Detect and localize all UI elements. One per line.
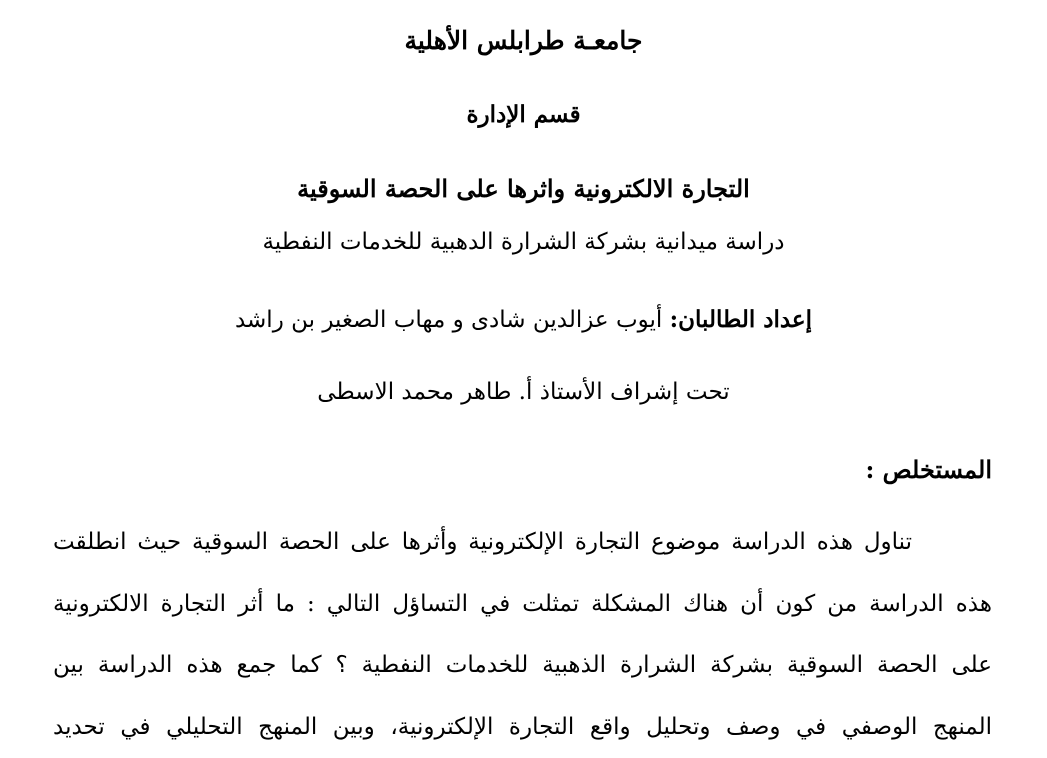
abstract-body (53, 512, 992, 758)
department-name: قسم الإدارة (0, 101, 1047, 129)
supervisor-line: تحت إشراف الأستاذ أ. طاهر محمد الاسطى (0, 379, 1047, 407)
university-name: جامعـة طرابلس الأهلية (0, 26, 1047, 56)
authors-label: إعداد الطالبان: (670, 306, 812, 333)
abstract-line: المنهج الوصفي في وصف وتحليل واقع التجارة الإلكترونية، وبين المنهج التحليلي في تحديد (53, 697, 992, 758)
thesis-subtitle: دراسة ميدانية بشركة الشرارة الدهبية للخدمات النفطية (0, 229, 1047, 257)
abstract-line: على الحصة السوقية بشركة الشرارة الذهبية للخدمات النفطية ؟ كما جمع هذه الدراسة بين (53, 635, 992, 697)
abstract-line: تناول هذه الدراسة موضوع التجارة الإلكترونية وأثرها على الحصة السوقية حيث انطلقت (53, 512, 992, 574)
authors-line (0, 306, 1047, 335)
abstract-heading: المستخلص : (865, 456, 992, 485)
abstract-line: هذه الدراسة من كون أن هناك المشكلة تمثلت في التساؤل التالي : ما أثر التجارة الالكترونية (53, 574, 992, 636)
authors-names: أيوب عزالدين شادى و مهاب الصغير بن راشد (235, 307, 670, 333)
thesis-title: التجارة الالكترونية واثرها على الحصة السوقية (0, 175, 1047, 204)
